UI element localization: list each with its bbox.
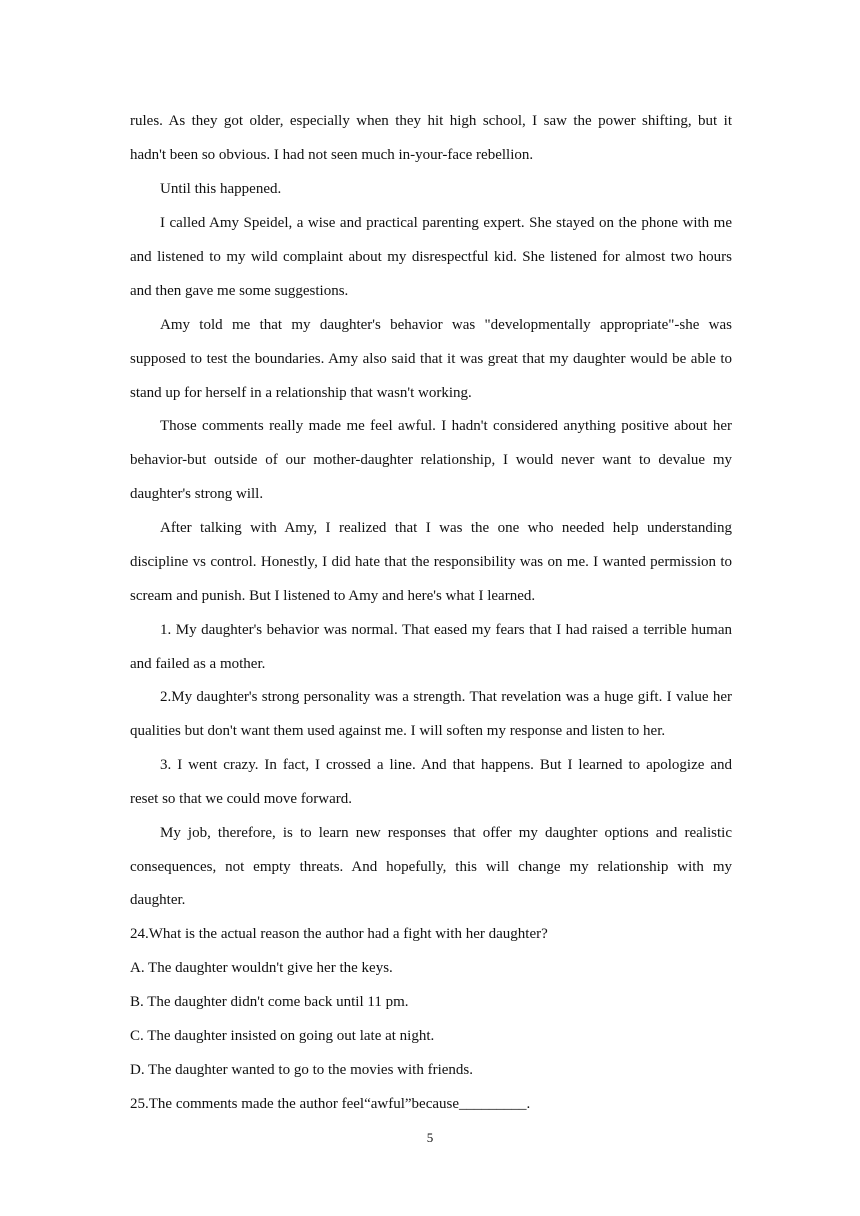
body-line: and listened to my wild complaint about my disrespectful kid. She listened for almost two hours xyxy=(130,249,732,265)
body-line: consequences, not empty threats. And hopefully, this will change my relationship with my xyxy=(130,859,732,875)
answer-option: A. The daughter wouldn't give her the keys. xyxy=(130,960,393,976)
list-item: and failed as a mother. xyxy=(130,656,266,672)
answer-option: D. The daughter wanted to go to the movies with friends. xyxy=(130,1062,473,1078)
body-line: behavior-but outside of our mother-daughter relationship, I would never want to devalue my xyxy=(130,452,732,468)
body-line: Until this happened. xyxy=(160,181,282,197)
body-line: stand up for herself in a relationship that wasn't working. xyxy=(130,385,472,401)
body-line: scream and punish. But I listened to Amy and here's what I learned. xyxy=(130,588,536,604)
list-item: qualities but don't want them used against me. I will soften my response and listen to her. xyxy=(130,723,666,739)
body-line: daughter. xyxy=(130,892,186,908)
body-line: supposed to test the boundaries. Amy also said that it was great that my daughter would be able to xyxy=(130,351,732,367)
list-item: 2.My daughter's strong personality was a strength. That revelation was a huge gift. I value her xyxy=(160,689,732,705)
body-line: I called Amy Speidel, a wise and practical parenting expert. She stayed on the phone with me xyxy=(160,215,732,231)
page-number: 5 xyxy=(426,1130,434,1145)
body-line: daughter's strong will. xyxy=(130,486,264,502)
answer-option: C. The daughter insisted on going out late at night. xyxy=(130,1028,435,1044)
body-line: My job, therefore, is to learn new responses that offer my daughter options and realistic xyxy=(160,825,732,841)
body-line: and then gave me some suggestions. xyxy=(130,283,349,299)
question-stem: 24.What is the actual reason the author had a fight with her daughter? xyxy=(130,926,548,942)
body-line: discipline vs control. Honestly, I did hate that the responsibility was on me. I wanted permission to xyxy=(130,554,732,570)
body-line: After talking with Amy, I realized that I was the one who needed help understanding xyxy=(160,520,732,536)
list-item: 3. I went crazy. In fact, I crossed a line. And that happens. But I learned to apologize and xyxy=(160,757,732,773)
list-item: 1. My daughter's behavior was normal. That eased my fears that I had raised a terrible human xyxy=(160,622,732,638)
body-line: Those comments really made me feel awful. I hadn't considered anything positive about her xyxy=(160,418,732,434)
body-line: hadn't been so obvious. I had not seen much in-your-face rebellion. xyxy=(130,147,534,163)
body-line: Amy told me that my daughter's behavior was "developmentally appropriate"-she was xyxy=(160,317,732,333)
answer-option: B. The daughter didn't come back until 11 pm. xyxy=(130,994,409,1010)
list-item: reset so that we could move forward. xyxy=(130,791,353,807)
body-line: rules. As they got older, especially when they hit high school, I saw the power shifting, but it xyxy=(130,113,732,129)
question-stem: 25.The comments made the author feel“awful”because_________. xyxy=(130,1096,531,1112)
